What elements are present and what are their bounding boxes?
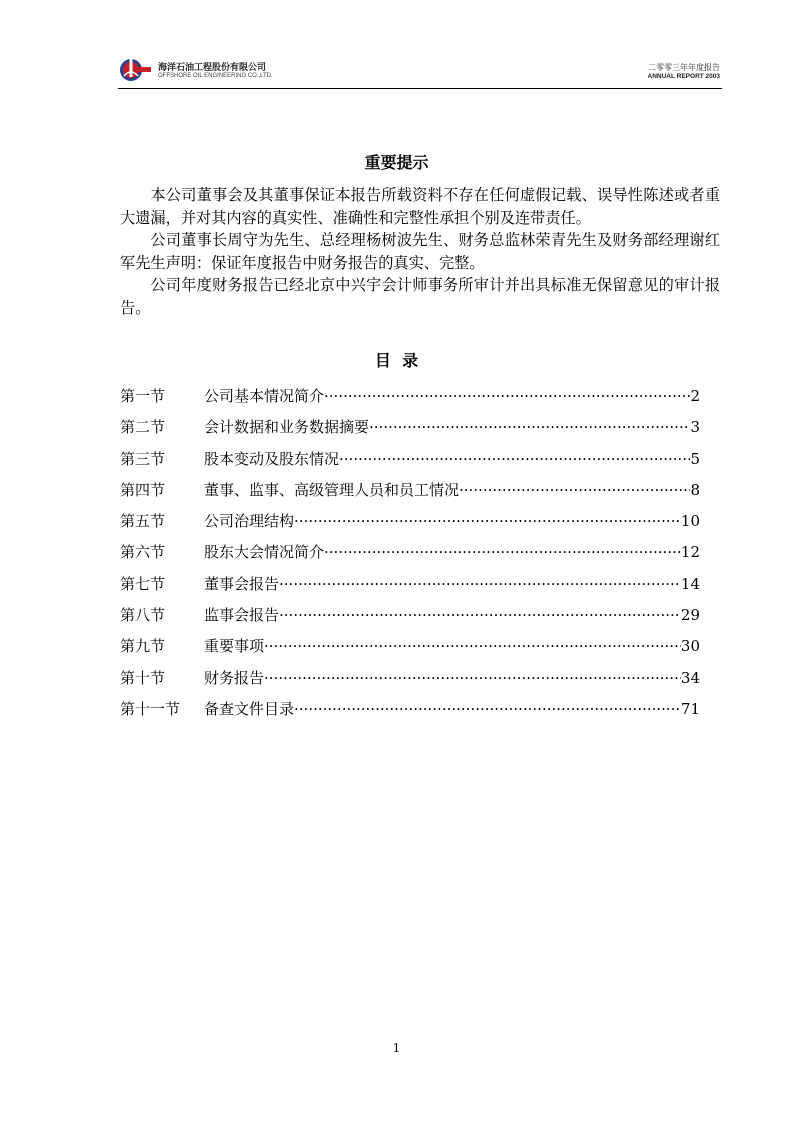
toc-entry[interactable]: [120, 416, 700, 447]
toc-entry[interactable]: [120, 604, 700, 635]
toc-section: 第九节: [120, 637, 166, 656]
toc-page: 14: [680, 574, 700, 593]
toc-name: 财务报告: [204, 668, 265, 687]
toc-name: 重要事项: [204, 637, 265, 656]
toc-leader-dots: [369, 418, 690, 436]
toc-title: 目 录: [374, 351, 419, 370]
toc-entry[interactable]: [120, 573, 700, 604]
toc-entry[interactable]: [120, 667, 700, 698]
toc-leader-dots: [324, 387, 690, 405]
notice-body: [120, 184, 720, 319]
toc-page: 5: [690, 449, 700, 468]
toc-leader-dots: [279, 606, 681, 624]
toc-page: 30: [680, 637, 700, 656]
toc-section: 第一节: [120, 387, 166, 405]
toc-entry[interactable]: [120, 479, 700, 510]
toc-page: 2: [690, 387, 700, 405]
toc-name: 董事会报告: [204, 574, 280, 593]
toc-entry[interactable]: [120, 385, 700, 416]
toc-page: 29: [680, 606, 700, 625]
table-of-contents: [120, 385, 700, 729]
toc-name: 公司治理结构: [204, 512, 295, 531]
toc-entry[interactable]: [120, 698, 700, 729]
toc-section: 第七节: [120, 574, 166, 593]
page-number: 1: [392, 1041, 401, 1055]
toc-section: 第三节: [120, 449, 166, 468]
toc-name: 公司基本情况简介: [204, 387, 325, 405]
notice-paragraph: 公司年度财务报告已经北京中兴宇会计师事务所审计并出具标准无保留意见的审计报告。: [120, 276, 720, 317]
toc-name: 股东大会情况简介: [204, 543, 325, 562]
page-header: [118, 56, 722, 89]
company-logo-icon: [118, 56, 152, 84]
toc-name: 股本变动及股东情况: [204, 449, 340, 468]
toc-name: 监事会报告: [204, 606, 280, 625]
toc-leader-dots: [279, 575, 681, 593]
toc-page: 34: [680, 668, 700, 687]
company-name-en: OFFSHORE OIL ENGINEERING CO.,LTD.: [158, 73, 273, 79]
toc-section: 第十节: [120, 668, 166, 687]
toc-leader-dots: [264, 637, 681, 655]
toc-page: 10: [680, 512, 700, 531]
toc-page: 3: [690, 418, 700, 437]
toc-section: 第六节: [120, 543, 166, 562]
report-title-cn: 二零零三年年度报告: [648, 63, 720, 72]
toc-entry[interactable]: [120, 635, 700, 666]
toc-section: 第四节: [120, 480, 166, 499]
notice-title: 重要提示: [364, 153, 429, 172]
toc-page: 12: [680, 543, 700, 562]
toc-entry[interactable]: [120, 541, 700, 572]
toc-leader-dots: [294, 512, 681, 530]
toc-section: 第二节: [120, 418, 166, 437]
toc-section: 第十一节: [120, 699, 181, 718]
notice-paragraph: 本公司董事会及其董事保证本报告所载资料不存在任何虚假记载、误导性陈述或者重大遗漏，并对其内容的真实性、准确性和完整性承担个别及连带责任。: [120, 186, 720, 227]
toc-section: 第五节: [120, 512, 166, 531]
toc-name: 董事、监事、高级管理人员和员工情况: [204, 480, 460, 499]
toc-name: 会计数据和业务数据摘要: [204, 418, 370, 437]
toc-page: 8: [690, 480, 700, 499]
toc-leader-dots: [459, 481, 690, 499]
toc-leader-dots: [324, 543, 681, 561]
toc-section: 第八节: [120, 606, 166, 625]
toc-name: 备查文件目录: [204, 699, 295, 718]
toc-entry[interactable]: [120, 510, 700, 541]
toc-leader-dots: [294, 700, 681, 718]
toc-leader-dots: [264, 669, 681, 687]
company-name-cn: 海洋石油工程股份有限公司: [158, 63, 267, 73]
toc-entry[interactable]: [120, 448, 700, 479]
notice-paragraph: 公司董事长周守为先生、总经理杨树波先生、财务总监林荣青先生及财务部经理谢红军先生声明：保证年度报告中财务报告的真实、完整。: [120, 231, 720, 272]
toc-page: 71: [680, 699, 700, 718]
toc-leader-dots: [339, 450, 690, 468]
report-title-en: ANNUAL REPORT 2003: [647, 73, 720, 80]
